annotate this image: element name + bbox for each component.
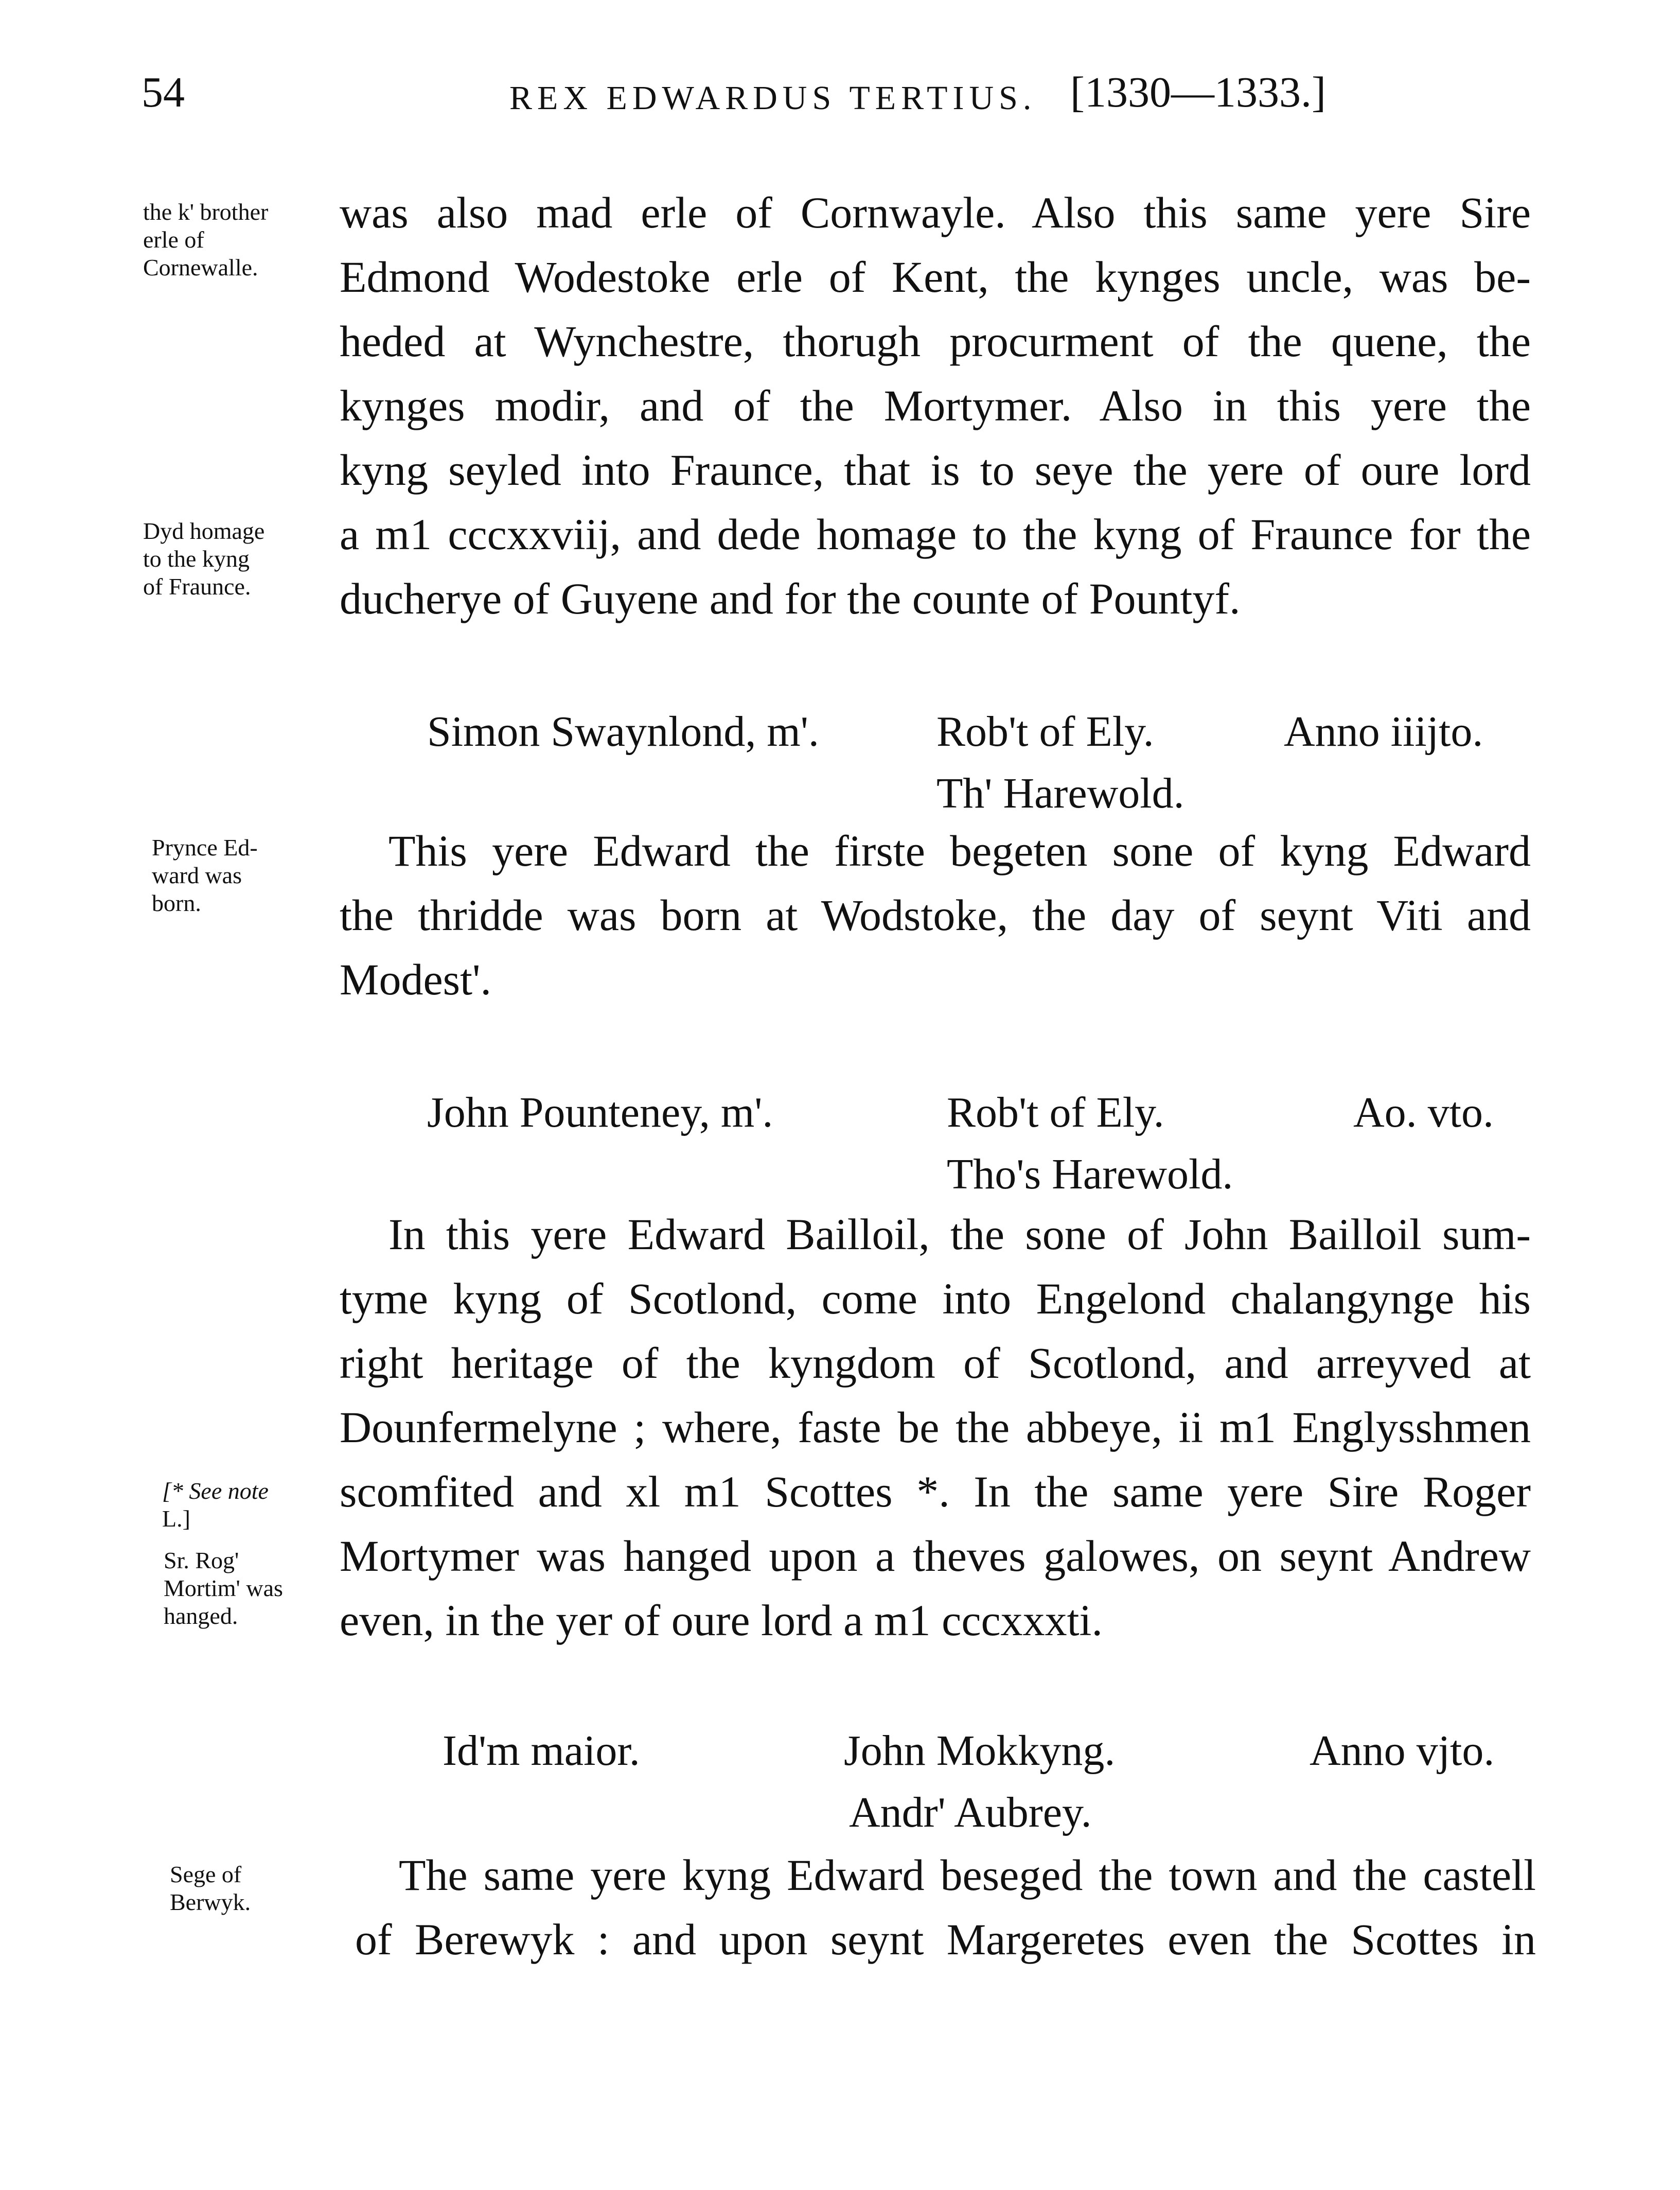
regnal-year: Anno vjto. xyxy=(1310,1727,1495,1775)
margin-note-line: Berwyk. xyxy=(170,1889,251,1915)
margin-note-brother-earl xyxy=(143,198,328,282)
text-line: Edmond Wodestoke erle of Kent, the kynges uncle, was be- xyxy=(340,252,1531,302)
margin-note-line: of Fraunce. xyxy=(143,573,251,600)
margin-note-homage xyxy=(143,517,328,601)
text-line: Mortymer was hanged upon a theves galowes, on seynt Andrew xyxy=(340,1531,1531,1581)
margin-note-line: [* See note xyxy=(162,1478,269,1504)
page-number: 54 xyxy=(142,68,185,116)
margin-note-line: ward was xyxy=(152,862,242,888)
text-line: the thridde was born at Wodstoke, the day of seynt Viti and xyxy=(340,890,1531,940)
regnal-year: Ao. vto. xyxy=(1353,1089,1494,1136)
text-line: Modest'. xyxy=(340,955,491,1004)
sheriff-name: Rob't of Ely. xyxy=(936,708,1154,756)
mayor-name: John Pounteney, m'. xyxy=(427,1089,773,1136)
margin-note-see-note xyxy=(162,1477,347,1533)
sheriff-name: Rob't of Ely. xyxy=(947,1089,1164,1136)
mayor-name: Id'm maior. xyxy=(443,1727,640,1775)
text-line: kynges modir, and of the Mortymer. Also in this yere the xyxy=(340,381,1531,430)
text-line: The same yere kyng Edward beseged the town and the castell xyxy=(399,1850,1536,1900)
mayor-name: Simon Swaynlond, m'. xyxy=(427,708,819,756)
margin-note-line: Sege of xyxy=(170,1861,242,1887)
text-line: was also mad erle of Cornwayle. Also this same yere Sire xyxy=(340,188,1531,237)
running-title: REX EDWARDUS TERTIUS. xyxy=(509,79,1037,117)
margin-note-line: Dyd homage xyxy=(143,518,265,544)
sheriff-name: Th' Harewold. xyxy=(936,769,1184,817)
margin-note-line: Cornewalle. xyxy=(143,254,258,281)
margin-note-line: L.] xyxy=(162,1505,190,1532)
text-line: scomfited and xl m1 Scottes *. In the same yere Sire Roger xyxy=(340,1467,1531,1516)
text-line: This yere Edward the firste begeten sone of kyng Edward xyxy=(388,826,1531,875)
text-line: kyng seyled into Fraunce, that is to seye the yere of oure lord xyxy=(340,445,1531,495)
sheriff-name: Andr' Aubrey. xyxy=(849,1789,1092,1836)
text-line: of Berewyk : and upon seynt Margeretes even the Scottes in xyxy=(355,1915,1536,1964)
sheriff-name: Tho's Harewold. xyxy=(947,1150,1233,1198)
margin-note-mortimer-hanged xyxy=(164,1547,349,1630)
text-line: In this yere Edward Bailloil, the sone of John Bailloil sum- xyxy=(388,1210,1531,1259)
regnal-year: Anno iiijto. xyxy=(1284,708,1483,756)
margin-note-line: erle of xyxy=(143,226,204,253)
text-line: tyme kyng of Scotlond, come into Engelond chalangynge his xyxy=(340,1274,1531,1323)
margin-note-line: to the kyng xyxy=(143,546,250,572)
margin-note-line: born. xyxy=(152,890,201,916)
text-line: a m1 cccxxviij, and dede homage to the kyng of Fraunce for the xyxy=(340,510,1531,559)
margin-note-line: Sr. Rog' xyxy=(164,1547,239,1573)
margin-note-siege-berwick xyxy=(170,1861,355,1916)
text-line: Dounfermelyne ; where, faste be the abbeye, ii m1 Englysshmen xyxy=(340,1403,1531,1452)
year-range: [1330—1333.] xyxy=(1070,68,1326,116)
margin-note-line: hanged. xyxy=(164,1603,238,1629)
text-line: even, in the yer of oure lord a m1 cccxxxti. xyxy=(340,1596,1103,1645)
margin-note-prince-born xyxy=(152,834,337,917)
text-line: ducherye of Guyene and for the counte of Pountyf. xyxy=(340,574,1241,623)
margin-note-line: the k' brother xyxy=(143,199,269,225)
margin-note-line: Mortim' was xyxy=(164,1575,283,1601)
text-line: right heritage of the kyngdom of Scotlond, and arreyved at xyxy=(340,1338,1531,1388)
text-line: heded at Wynchestre, thorugh procurment of the quene, the xyxy=(340,317,1531,366)
sheriff-name: John Mokkyng. xyxy=(844,1727,1116,1775)
margin-note-line: Prynce Ed- xyxy=(152,834,258,861)
